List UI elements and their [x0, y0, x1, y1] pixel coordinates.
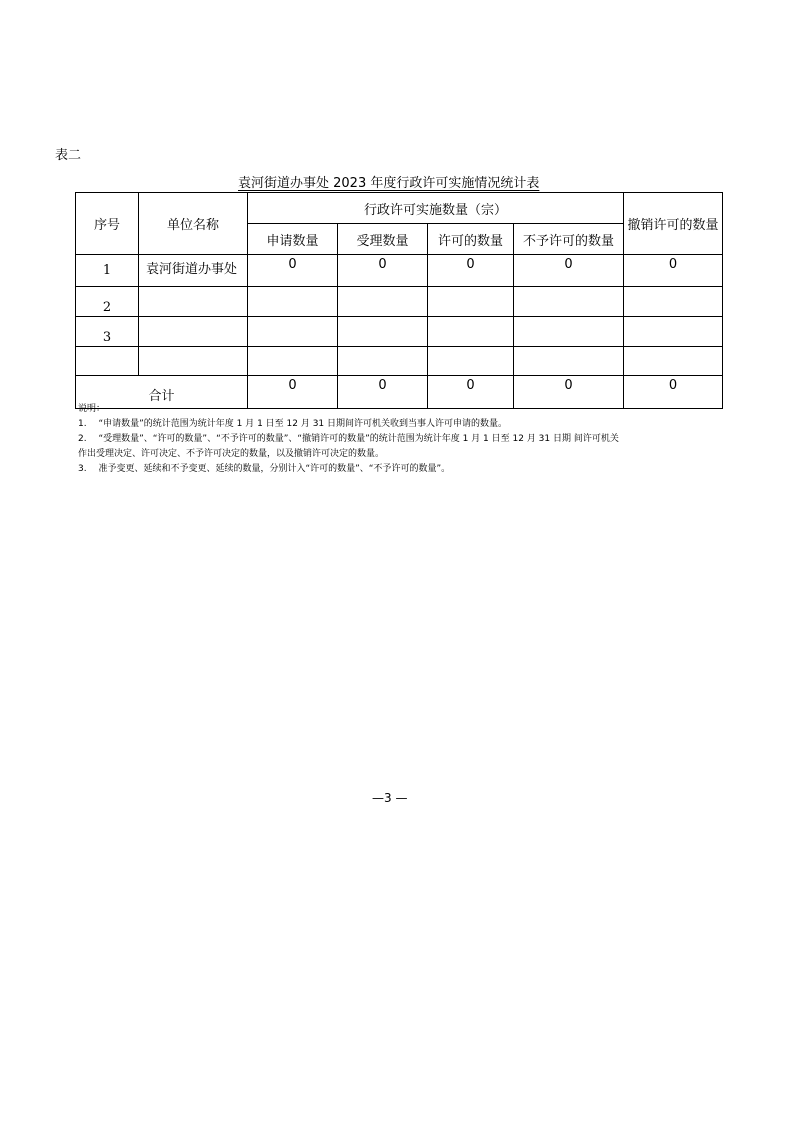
header-group: 行政许可实施数量（宗） — [248, 193, 624, 224]
total-apply: 0 — [248, 376, 338, 409]
total-permit: 0 — [428, 376, 514, 409]
row-permit — [428, 287, 514, 317]
row-permit — [428, 347, 514, 376]
header-seq: 序号 — [76, 193, 139, 255]
row-permit: 0 — [428, 255, 514, 287]
row-apply — [248, 317, 338, 347]
total-accept: 0 — [338, 376, 428, 409]
row-revoke: 0 — [624, 255, 723, 287]
header-deny: 不予许可的数量 — [514, 224, 624, 255]
note-1: 1. “申请数量”的统计范围为统计年度 1 月 1 日至 12 月 31 日期间许可机关收到当事人许可申请的数量。 — [78, 419, 508, 429]
notes-heading: 说明： — [78, 404, 106, 414]
header-apply: 申请数量 — [248, 224, 338, 255]
table-title: 袁河街道办事处 2023 年度行政许可实施情况统计表 — [238, 176, 540, 191]
header-row — [76, 193, 723, 224]
row-deny — [514, 317, 624, 347]
row-apply — [248, 347, 338, 376]
header-accept: 受理数量 — [338, 224, 428, 255]
row-revoke — [624, 287, 723, 317]
table-label: 表二 — [55, 148, 82, 163]
row-permit — [428, 317, 514, 347]
row-revoke — [624, 347, 723, 376]
row-seq: 2 — [76, 287, 139, 317]
row-accept — [338, 287, 428, 317]
row-unit — [139, 287, 248, 317]
table-row — [76, 255, 723, 287]
header-unit: 单位名称 — [139, 193, 248, 255]
page-number: —3 — — [372, 791, 408, 805]
total-label: 合计 — [76, 376, 248, 409]
row-accept: 0 — [338, 255, 428, 287]
row-revoke — [624, 317, 723, 347]
row-seq — [76, 347, 139, 376]
row-unit — [139, 317, 248, 347]
note-2: 2. “受理数量”、“许可的数量”、“不予许可的数量”、“撤销许可的数量”的统计范围为统计年度 1 月 1 日至 12 月 31 日期 间许可机关 — [78, 434, 619, 444]
statistics-table — [75, 192, 723, 409]
row-unit: 袁河街道办事处 — [139, 255, 248, 287]
table-row — [76, 287, 723, 317]
total-deny: 0 — [514, 376, 624, 409]
row-apply: 0 — [248, 255, 338, 287]
row-accept — [338, 317, 428, 347]
notes — [78, 402, 768, 477]
table-row — [76, 317, 723, 347]
row-accept — [338, 347, 428, 376]
table-row — [76, 347, 723, 376]
row-deny: 0 — [514, 255, 624, 287]
row-seq: 3 — [76, 317, 139, 347]
note-2-continued: 作出受理决定、许可决定、不予许可决定的数量，以及撤销许可决定的数量。 — [78, 449, 385, 459]
row-deny — [514, 287, 624, 317]
note-3: 3. 准予变更、延续和不予变更、延续的数量，分别计入“许可的数量”、“不予许可的数量”。 — [78, 464, 451, 474]
header-permit: 许可的数量 — [428, 224, 514, 255]
row-deny — [514, 347, 624, 376]
row-apply — [248, 287, 338, 317]
row-unit — [139, 347, 248, 376]
total-revoke: 0 — [624, 376, 723, 409]
header-revoke: 撤销许可的数量 — [624, 193, 723, 255]
row-seq: 1 — [76, 255, 139, 287]
